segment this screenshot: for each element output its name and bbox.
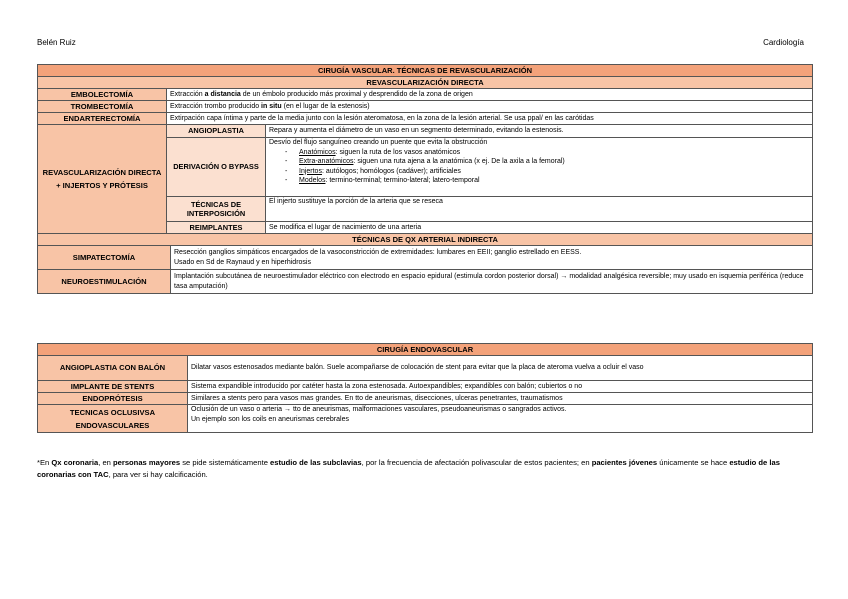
endovascular-table xyxy=(37,343,813,433)
row-label-oclusivas: TECNICAS OCLUSIVSA ENDOVASCULARES xyxy=(38,405,188,433)
row-desc-angioplastia: Repara y aumenta el diámetro de un vaso en un segmento determinado, evitando la estenosis. xyxy=(266,125,813,138)
row-desc-embolectomia: Extracción a distancia de un émbolo producido más proximal y desprendido de la zona de origen xyxy=(167,89,813,101)
author-name: Belén Ruiz xyxy=(37,38,76,47)
list-item: - Injertos: autólogos; homólogos (cadáver); artificiales xyxy=(299,167,809,177)
row-label-derivacion: DERIVACIÓN O BYPASS xyxy=(167,138,266,197)
list-item: - Modelos: termino-terminal; termino-lateral; latero-temporal xyxy=(299,176,809,186)
table-title: CIRUGÍA VASCULAR. TÉCNICAS DE REVASCULARIZACIÓN xyxy=(38,65,813,77)
row-label-stents: IMPLANTE DE STENTS xyxy=(38,381,188,393)
section-title-direct: REVASCULARIZACIÓN DIRECTA xyxy=(38,77,813,89)
row-label-trombectomia: TROMBECTOMÍA xyxy=(38,101,167,113)
row-label-simpatectomia: SIMPATECTOMÍA xyxy=(38,246,171,270)
row-label-reimplantes: REIMPLANTES xyxy=(167,222,266,234)
row-label-interposicion: TÉCNICAS DE INTERPOSICIÓN xyxy=(167,197,266,222)
bypass-types-list xyxy=(269,148,809,186)
row-label-endoprotesis: ENDOPRÓTESIS xyxy=(38,393,188,405)
row-desc-trombectomia: Extracción trombo producido in situ (en el lugar de la estenosis) xyxy=(167,101,813,113)
row-desc-derivacion: Desvío del flujo sanguíneo creando un puente que evita la obstrucción - Anatómicos: siguen la ruta de los vasos anatómicos - Extra-anatómicos: siguen una ruta ajena a la anatómica (x ej. De la axila a la femoral) - Injertos: autólogos; homólogos (cadáver); artificiales - Modelos: termino-terminal; termino-lateral; latero-temporal xyxy=(266,138,813,197)
row-label-angioplastia: ANGIOPLASTIA xyxy=(167,125,266,138)
row-label-neuroestimulacion: NEUROESTIMULACIÓN xyxy=(38,270,171,294)
row-desc-neuroestimulacion: Implantación subcutánea de neuroestimulador eléctrico con electrodo en espacio epidural (estimula cordon posterior dorsal) → modalidad analgésica reversible; muy usado en isquemia periférica (reduce tasa amputación) xyxy=(171,270,813,294)
row-desc-endoprotesis: Similares a stents pero para vasos mas grandes. En tto de aneurismas, disecciones, ulceras penetrantes, traumatismos xyxy=(188,393,813,405)
row-label-endarterectomia: ENDARTERECTOMÍA xyxy=(38,113,167,125)
row-desc-simpatectomia: Resección ganglios simpáticos encargados de la vasoconstricción de extremidades: lumbares en EEII; ganglio estrellado en EESS. Usado en Sd de Raynaud y en hiperhidrosis xyxy=(171,246,813,270)
row-desc-reimplantes: Se modifica el lugar de nacimiento de una arteria xyxy=(266,222,813,234)
section-title-indirect: TÉCNICAS DE QX ARTERIAL INDIRECTA xyxy=(38,234,813,246)
revascularization-table xyxy=(37,64,813,294)
list-item: - Extra-anatómicos: siguen una ruta ajena a la anatómica (x ej. De la axila a la femoral) xyxy=(299,157,809,167)
row-desc-stents: Sistema expandible introducido por catéter hasta la zona estenosada. Autoexpandibles; expandibles con balón; cubiertos o no xyxy=(188,381,813,393)
footnote: *En Qx coronaria, en personas mayores se pide sistemáticamente estudio de las subclavias, por la frecuencia de afectación polivascular de estos pacientes; en pacientes jóvenes únicamente se hace estudio de las coronarias con TAC, para ver si hay calcificación. xyxy=(37,458,780,479)
row-label-embolectomia: EMBOLECTOMÍA xyxy=(38,89,167,101)
row-desc-angioplastia-balon: Dilatar vasos estenosados mediante balón. Suele acompañarse de colocación de stent para evitar que la placa de ateroma vuelva a ocluir el vaso xyxy=(188,356,813,381)
list-item: - Anatómicos: siguen la ruta de los vasos anatómicos xyxy=(299,148,809,158)
group-label-direct-grafts: REVASCULARIZACIÓN DIRECTA + INJERTOS Y PRÓTESIS xyxy=(38,125,167,234)
row-label-angioplastia-balon: ANGIOPLASTIA CON BALÓN xyxy=(38,356,188,381)
subject-name: Cardiología xyxy=(763,38,804,47)
table-title: CIRUGÍA ENDOVASCULAR xyxy=(38,344,813,356)
row-desc-oclusivas: Oclusión de un vaso o arteria → tto de aneurismas, malformaciones vasculares, pseudoaneurismas o sangrados activos. Un ejemplo son los coils en aneurismas cerebrales xyxy=(188,405,813,433)
row-desc-endarterectomia: Extirpación capa íntima y parte de la media junto con la lesión ateromatosa, en la zona de la lesión arterial. Se usa ppal/ en las carótidas xyxy=(167,113,813,125)
row-desc-interposicion: El injerto sustituye la porción de la arteria que se reseca xyxy=(266,197,813,222)
